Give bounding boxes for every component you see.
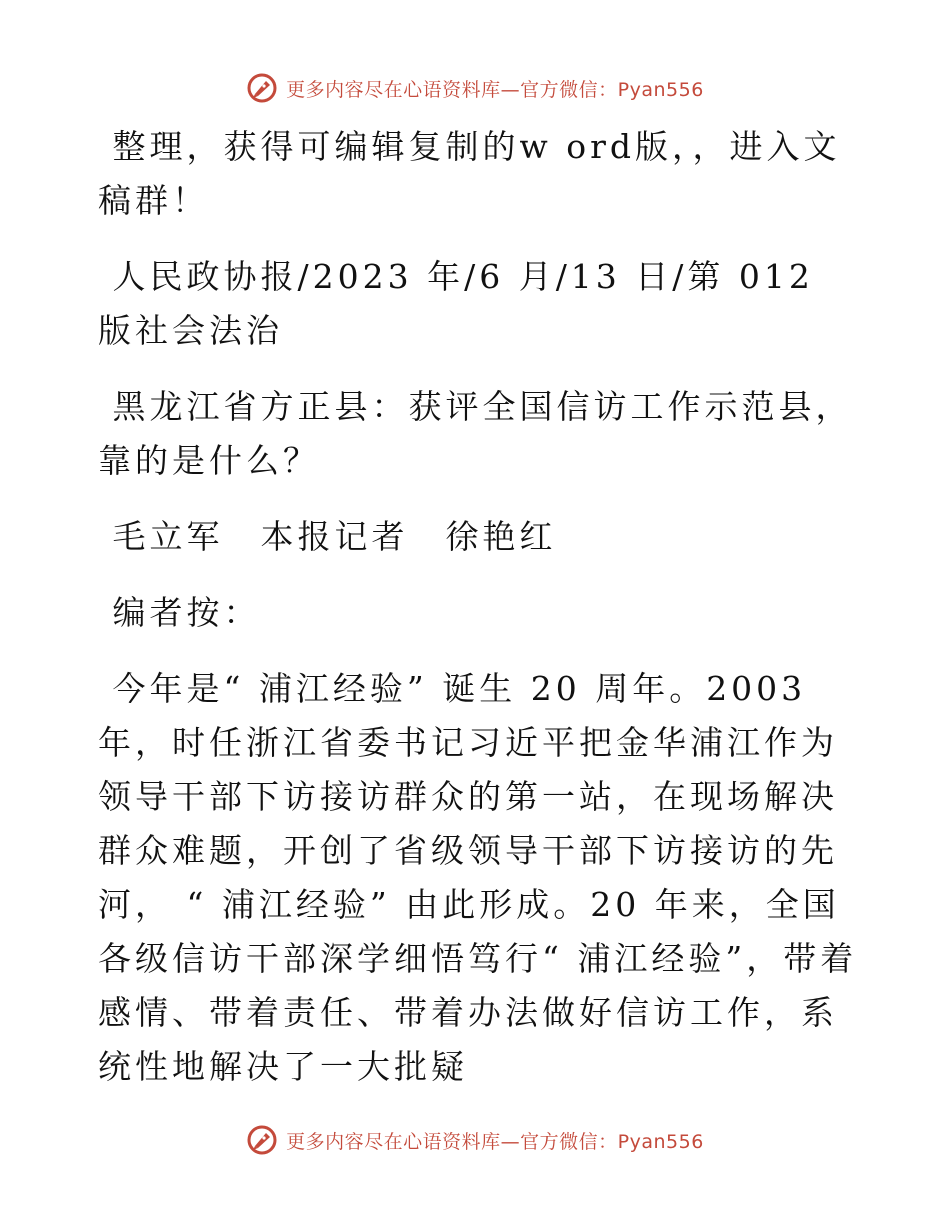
editor-note-label: 编者按： [98, 593, 261, 632]
article-title: 黑龙江省方正县：获评全国信访工作示范县，靠的是什么？ [98, 387, 853, 480]
pen-nib-logo-icon [246, 72, 278, 104]
footer-watermark-banner [0, 1120, 950, 1160]
pen-nib-logo-icon [246, 1124, 278, 1156]
paragraph-source: 人民政协报/2023 年/6 月/13 日/第 012 版社会法治 [98, 257, 829, 350]
article-authors: 毛立军 本报记者 徐艳红 [98, 517, 557, 556]
header-watermark-text: 更多内容尽在心语资料库—官方微信：Pyan556 [286, 78, 704, 101]
paragraph-note: 整理，获得可编辑复制的w ord版，，进入文稿群！ [98, 127, 841, 220]
document-body [98, 120, 858, 1094]
footer-watermark-text: 更多内容尽在心语资料库—官方微信：Pyan556 [286, 1130, 704, 1153]
paragraph-body: 今年是“ 浦江经验” 诞生 20 周年。2003 年，时任浙江省委书记习近平把金华浦江作为领导干部下访接访群众的第一站，在现场解决群众难题，开创了省级领导干部下访接访的先河， “ 浦江经验” 由此形成。20 年来，全国各级信访干部深学细悟笃行“ 浦江经验”，带着感情、带着责任、带着办法做好信访工作，系统性地解决了一大批疑 [98, 669, 858, 1086]
header-watermark-banner [0, 68, 950, 108]
